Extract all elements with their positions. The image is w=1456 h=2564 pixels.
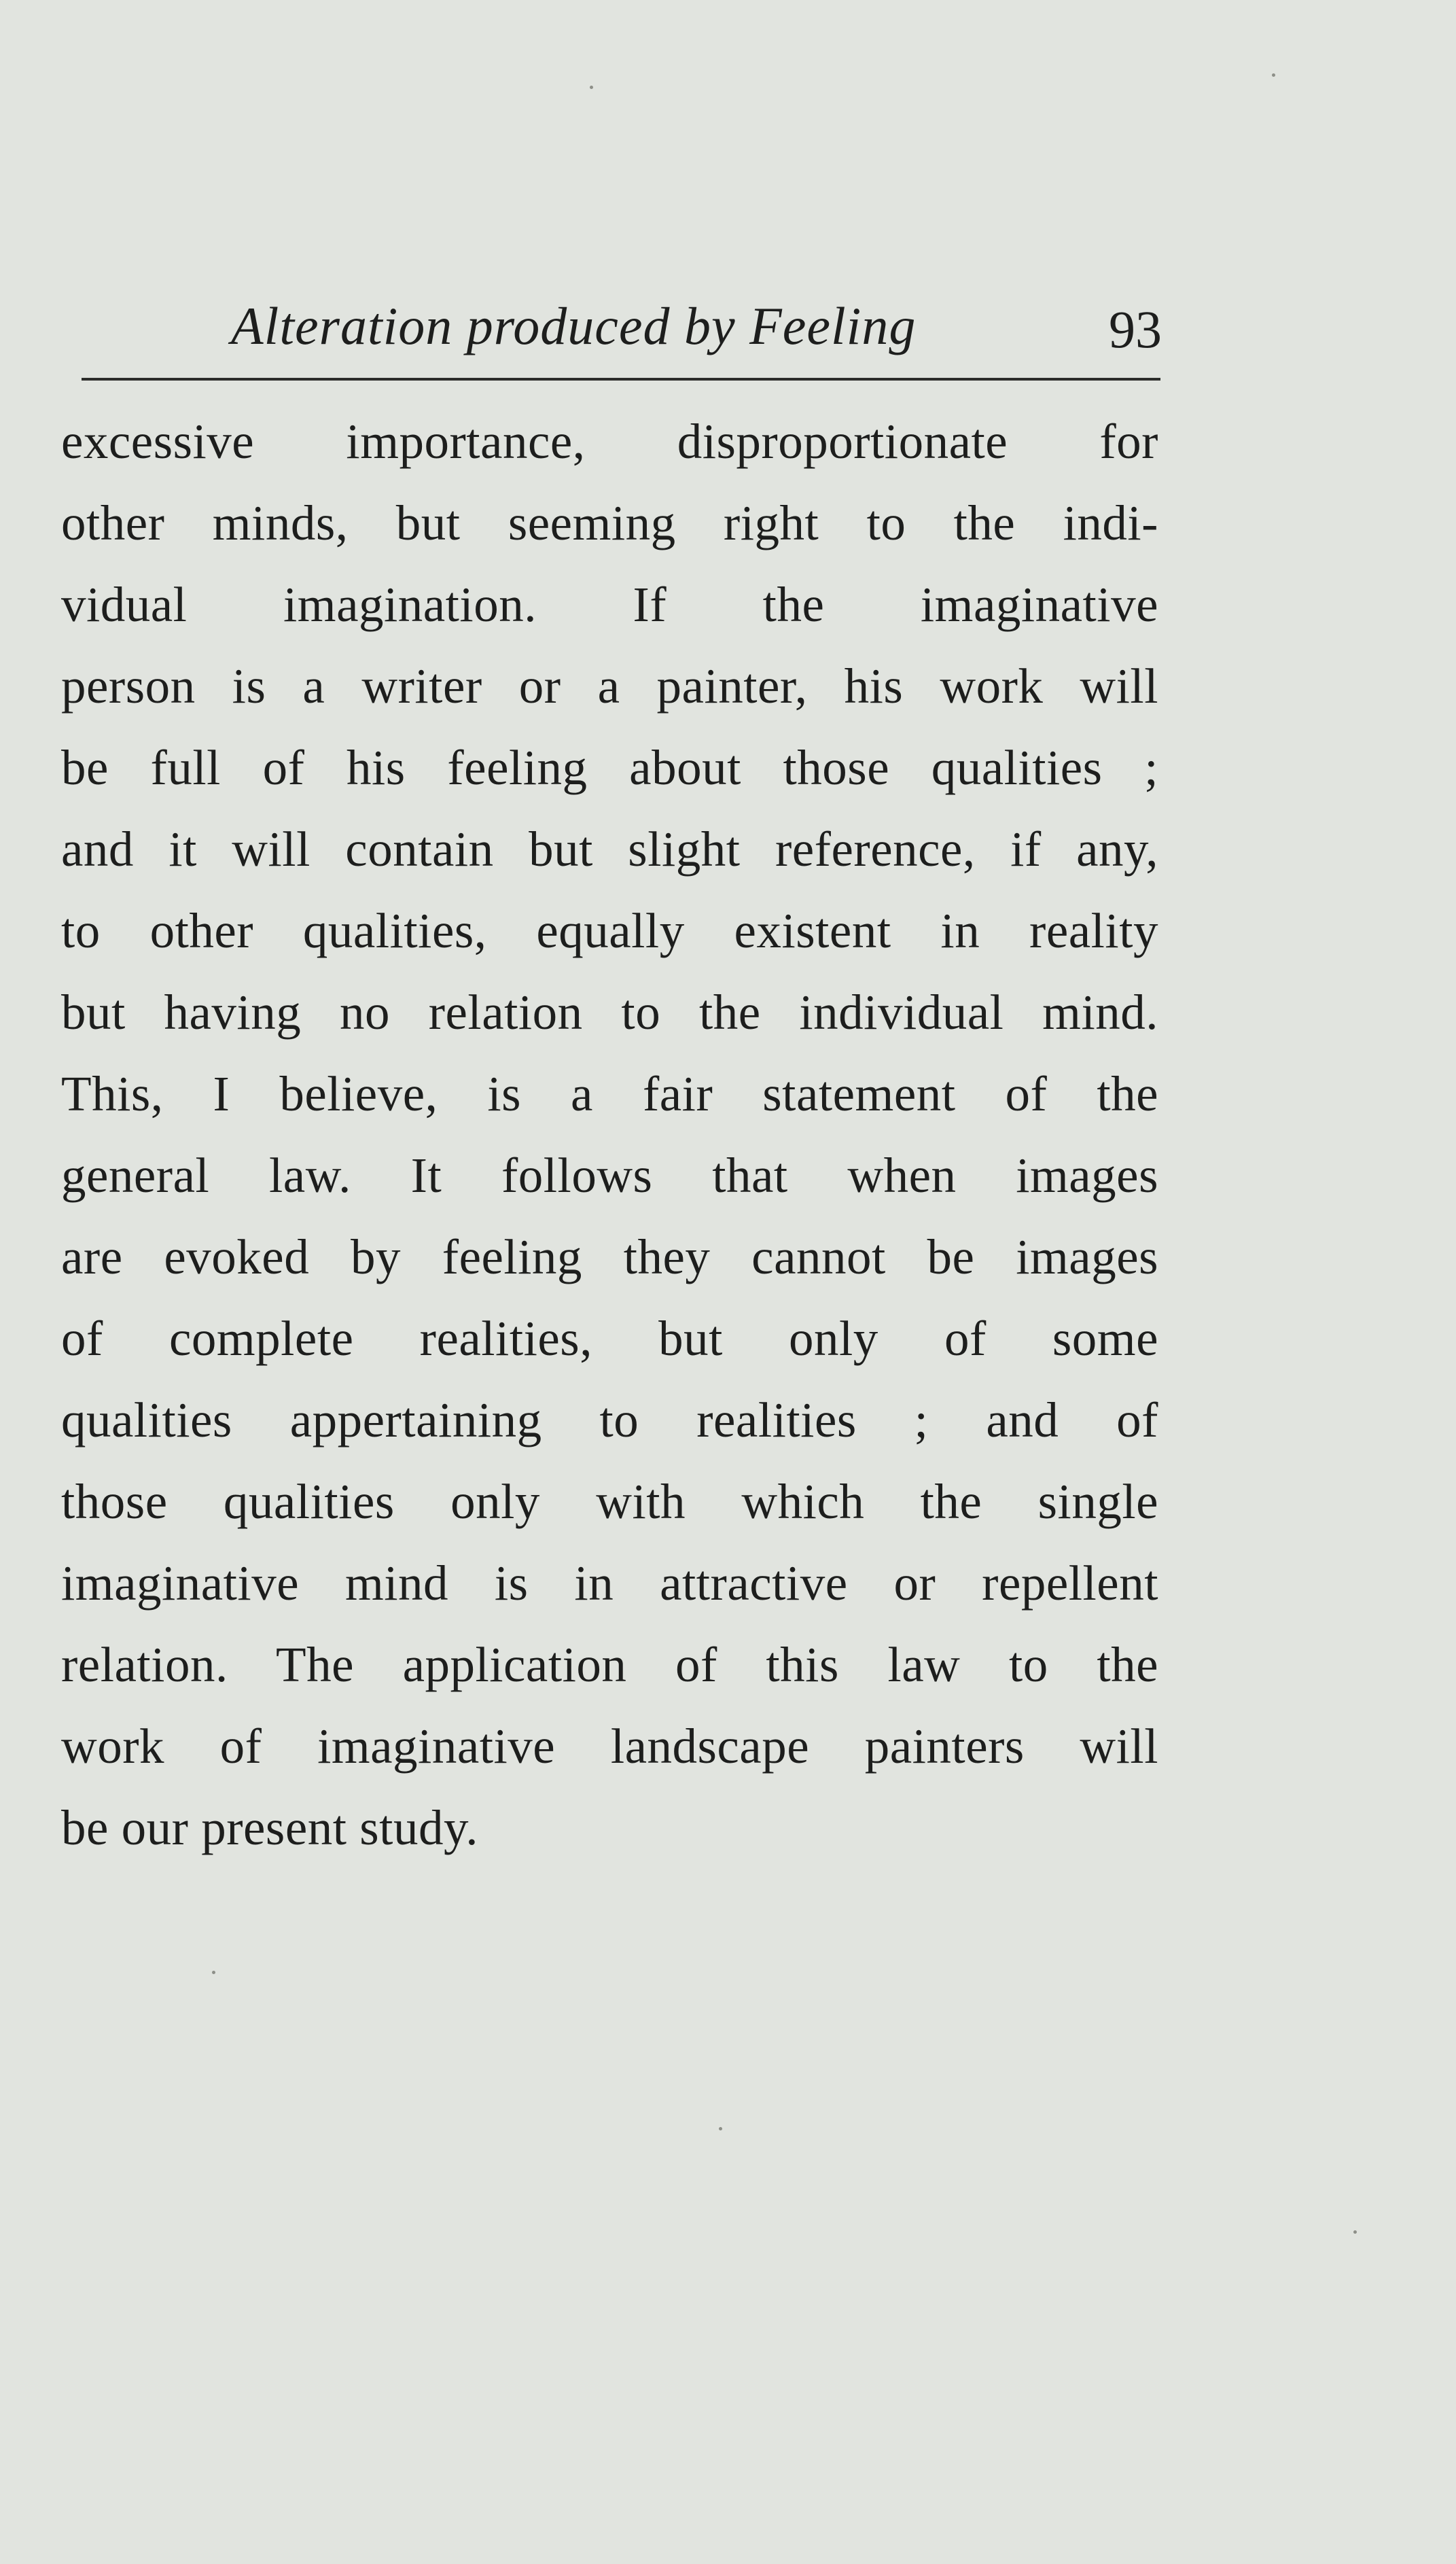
- body-paragraph: [61, 401, 1158, 1869]
- text-line: be our present study.: [61, 1800, 478, 1855]
- paper-speck: [590, 86, 593, 89]
- text-line: general law. It follows that when images: [61, 1148, 1158, 1203]
- text-line: This, I believe, is a fair statement of the: [61, 1066, 1158, 1121]
- page-number: 93: [1109, 300, 1162, 359]
- paper-speck: [212, 1971, 215, 1974]
- text-line: qualities appertaining to realities ; and of: [61, 1392, 1158, 1447]
- page-header: [231, 292, 1162, 367]
- text-line: but having no relation to the individual mind.: [61, 985, 1158, 1040]
- text-line: vidual imagination. If the imaginative: [61, 577, 1158, 632]
- text-line: of complete realities, but only of some: [61, 1311, 1158, 1366]
- running-title: Alteration produced by Feeling: [231, 296, 917, 355]
- text-line: and it will contain but slight reference, if any,: [61, 822, 1158, 877]
- text-line: imaginative mind is in attractive or repellent: [61, 1556, 1158, 1611]
- text-line: be full of his feeling about those qualities ;: [61, 740, 1158, 795]
- text-line: other minds, but seeming right to the indi-: [61, 495, 1158, 550]
- text-line: those qualities only with which the single: [61, 1474, 1158, 1529]
- header-rule: [82, 378, 1160, 381]
- text-line: to other qualities, equally existent in reality: [61, 903, 1158, 958]
- text-line: are evoked by feeling they cannot be images: [61, 1229, 1158, 1284]
- paper-speck: [1353, 2230, 1357, 2234]
- paper-speck: [1272, 73, 1275, 77]
- text-line: work of imaginative landscape painters will: [61, 1719, 1158, 1774]
- text-line: person is a writer or a painter, his work will: [61, 658, 1158, 714]
- text-line: excessive importance, disproportionate for: [61, 414, 1158, 469]
- paper-speck: [719, 2127, 722, 2130]
- text-line: relation. The application of this law to the: [61, 1637, 1158, 1692]
